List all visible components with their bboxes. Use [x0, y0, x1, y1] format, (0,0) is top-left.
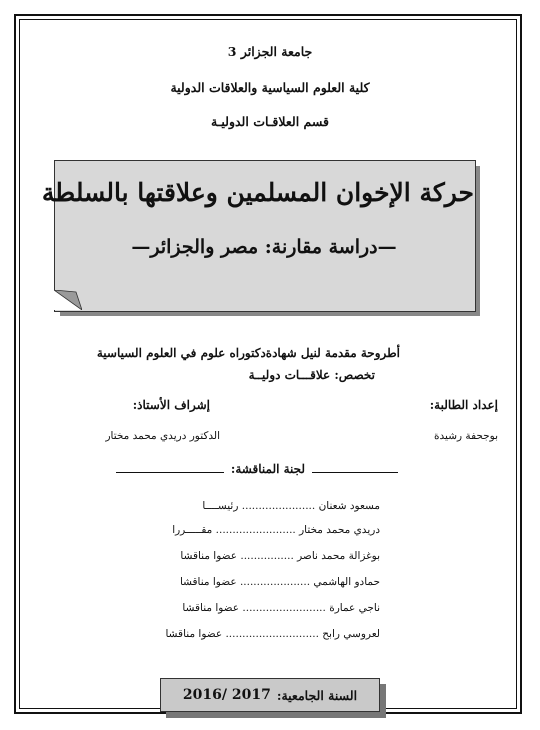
title-box-fold-corner: [54, 290, 82, 310]
university-name: جامعة الجزائر 3: [227, 44, 313, 59]
prepared-by-label: إعداد الطالبة:: [429, 398, 498, 412]
committee-title: لجنة المناقشة:: [230, 462, 306, 476]
committee-member-3: بوغزالة محمد ناصر ................ عضوا مناقشا: [180, 550, 380, 562]
committee-member-4: حمادو الهاشمي ..................... عضوا مناقشا: [179, 576, 380, 588]
thesis-title: حركة الإخوان المسلمين وعلاقتها بالسلطة: [41, 178, 474, 207]
committee-member-6: لعروسي رابح ............................ عضوا مناقشا: [165, 628, 380, 640]
committee-member-5: ناجي عمارة ......................... عضوا مناقشا: [182, 602, 380, 614]
committee-member-1: مسعود شعنان ...................... رئيســــا: [202, 500, 380, 512]
department-name: قسم العلاقـات الدوليـة: [211, 114, 329, 129]
committee-rule-left: [116, 472, 224, 473]
academic-year-value: 2016/ 2017: [182, 687, 271, 703]
student-name: بوجحفة رشيدة: [434, 430, 498, 442]
supervisor-name: الدكتور دريدي محمد مختار: [105, 430, 220, 442]
committee-member-2: دريدي محمد مختار ........................ مقـــــررا: [172, 524, 380, 536]
faculty-name: كلية العلوم السياسية والعلاقات الدولية: [170, 80, 370, 95]
committee-rule-right: [312, 472, 398, 473]
thesis-statement: أطروحة مقدمة لنيل شهادةدكتوراه علوم في العلوم السياسية: [96, 346, 400, 360]
thesis-specialty: تخصص: علاقـــات دوليــة: [248, 368, 375, 382]
supervisor-label: إشراف الأستاذ:: [132, 398, 210, 412]
academic-year-box: [160, 678, 380, 712]
thesis-subtitle: —دراسة مقارنة: مصر والجزائر—: [131, 236, 397, 258]
academic-year-label: السنة الجامعية:: [276, 687, 358, 703]
